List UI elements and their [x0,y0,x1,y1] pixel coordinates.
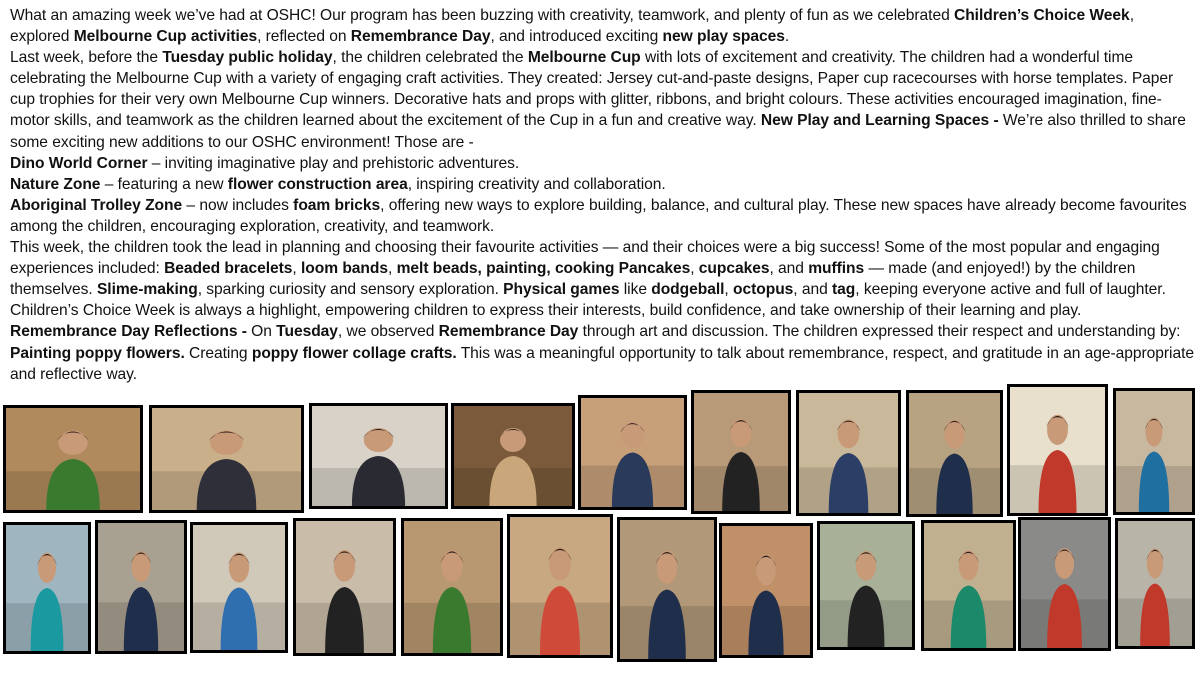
text-run: through art and discussion. The children expressed their respect and understanding by: [578,323,1181,341]
bold-text: Remembrance Day [350,28,491,46]
bold-text: Remembrance Day Reflections - [10,323,247,341]
text-run: , sparking curiosity and sensory exploration. [197,281,504,299]
text-run: — made (and enjoyed!) by the children themselves. [10,260,1136,299]
text-run: , and [769,260,809,278]
photo-dino-corner-play [3,405,143,513]
bold-text: flower construction area [227,175,408,193]
text-run: , keeping everyone active and full of laughter. Children’s Choice Week is always a highlight, empowering children to express their interests, build confidence, and take ownership of their learning and play. [10,281,1166,320]
photo-boy-with-cup [293,518,396,656]
bold-text: poppy flower collage crafts. [251,344,457,362]
bold-text: Remembrance Day [438,323,579,341]
bold-text: Nature Zone [10,175,101,193]
photo-foam-bricks-children [578,395,687,510]
bold-text: Beaded bracelets [164,260,293,278]
text-run: , explored [10,7,1134,46]
paragraph-5 [10,195,1195,237]
bold-text: Melbourne Cup activities [73,28,258,46]
paragraph-2 [10,47,1195,152]
text-run: – featuring a new [100,175,228,193]
paragraph-6 [10,237,1195,321]
text-run: . [784,28,790,46]
photo-poppy-collage [1018,517,1111,651]
photo-group-with-crafts [617,517,717,662]
text-run: , [724,281,733,299]
photo-children-with-jerseys [95,520,187,654]
text-run: On [246,323,277,341]
photo-aboriginal-trolley-zone [691,390,791,514]
photo-girl-with-cup-trophy [3,522,91,654]
photo-child-paper-hat [906,390,1003,517]
photo-child-at-table [1113,388,1195,515]
text-run: Last week, before the [10,49,163,67]
text-run: We’re also thrilled to share some exciting new additions to our OSHC environment! Those are - [10,112,1186,151]
bold-text: loom bands [301,260,389,278]
text-run: , [292,260,301,278]
text-run: with lots of excitement and creativity. The children had a wonderful time celebrating the Melbourne Cup with a variety of engaging craft activities. They created: Jersey cut-and-paste designs, Paper cup racecourses with horse templates. Paper cup trophies for their very own Melbourne Cup winners. Decorative hats and props with glitter, ribbons, and bright colours. These activities encouraged imagination, fine-motor skills, and teamwork as the children learned about the excitement of the Cup in a fun and creative way. [10,49,1174,130]
bold-text: new play spaces [662,28,785,46]
text-run: , and [793,281,833,299]
text-run: , and introduced exciting [490,28,663,46]
bold-text: cupcakes [698,260,770,278]
text-run: What an amazing week we’ve had at OSHC! Our program has been buzzing with creativity, teamwork, and plenty of fun as we celebrated [10,7,954,24]
text-run: This was a meaningful opportunity to talk about remembrance, respect, and gratitude in an age-appropriate and reflective way. [10,344,1194,383]
paragraph-1 [10,5,1195,47]
bold-text: Tuesday public holiday [162,49,333,67]
bold-text: octopus [733,281,794,299]
text-run: like [619,281,652,299]
text-run: , [690,260,699,278]
photo-child-with-crown [796,390,901,516]
text-run: , reflected on [257,28,351,46]
bold-text: dodgeball [651,281,725,299]
text-run: , the children celebrated the [332,49,528,67]
bold-text: Aboriginal Trolley Zone [10,196,183,214]
newsletter-text [10,5,1195,385]
photo-shelf-storage [451,403,575,509]
photo-paper-cup-racecourse [190,522,288,653]
bold-text: melt beads, painting, [396,260,551,278]
bold-text: New Play and Learning Spaces - [760,112,999,130]
bold-text: Slime-making [96,281,198,299]
paragraph-7 [10,321,1195,384]
bold-text: foam bricks [293,196,381,214]
photo-children-building-blocks [817,521,915,650]
paragraph-4 [10,174,1195,195]
text-run: , [388,260,397,278]
bold-text: tag [832,281,856,299]
bold-text: Tuesday [276,323,338,341]
photo-flower-construction [401,518,503,656]
photo-paper-cup-trophies [309,403,448,509]
text-run: , offering new ways to explore building, balance, and cultural play. These new spaces have already become favourites among the children, encouraging exploration, creativity, and teamwork. [10,196,1187,235]
photo-girl-with-poppy-painting [921,520,1016,651]
bold-text: Melbourne Cup [527,49,641,67]
bold-text: Children’s Choice Week [954,7,1130,24]
bold-text: Physical games [503,281,620,299]
bold-text: cooking Pancakes [554,260,691,278]
bold-text: Painting poppy flowers. [10,344,185,362]
photo-girl-with-hat [507,514,613,658]
text-run: – inviting imaginative play and prehistoric adventures. [147,154,520,172]
photo-children-with-tree-craft [149,405,304,513]
photo-girl-with-poppy-art [1115,518,1195,649]
text-run: – now includes [182,196,294,214]
text-run: , inspiring creativity and collaboration. [407,175,666,193]
photo-aboriginal-flag-display [1007,384,1108,516]
bold-text: muffins [808,260,865,278]
bold-text: Dino World Corner [10,154,148,172]
text-run: , we observed [337,323,439,341]
photo-smiling-boy [719,523,813,658]
text-run: Creating [184,344,252,362]
text-run: This week, the children took the lead in planning and choosing their favourite activities — and their choices were a big success! Some of the most popular and engaging experiences included: [10,239,1160,278]
paragraph-3 [10,153,1195,174]
